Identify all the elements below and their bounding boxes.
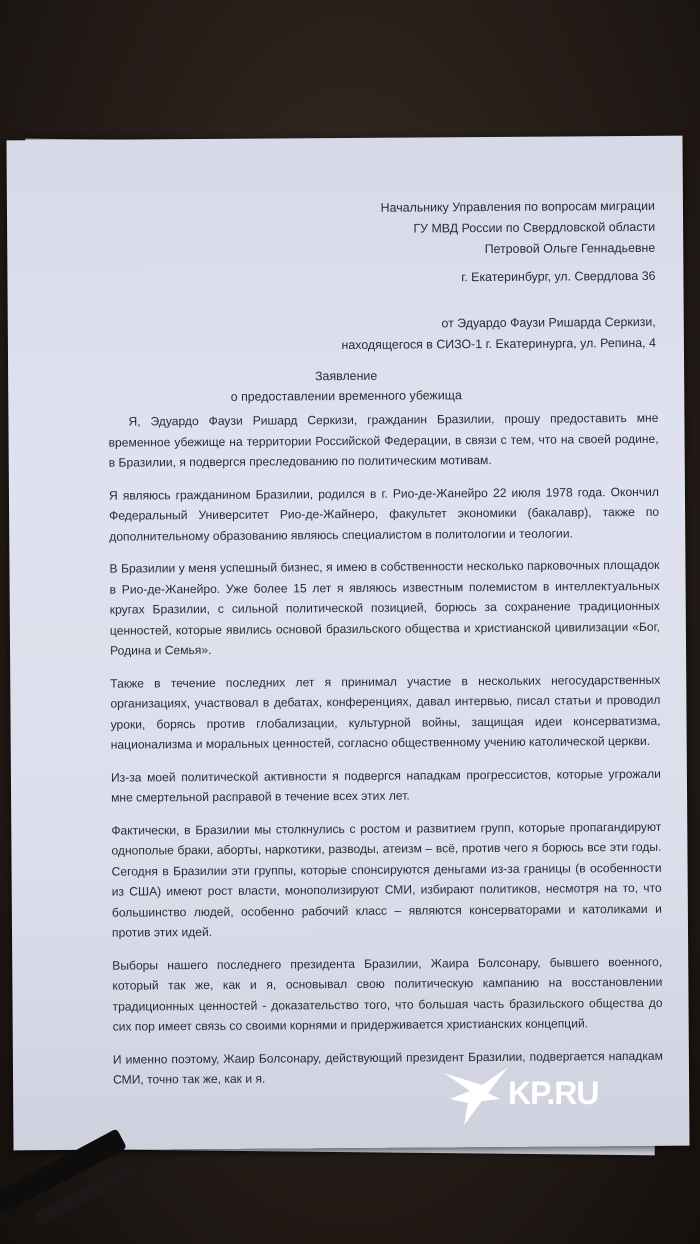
paragraph: Я, Эдуардо Фаузи Ришард Серкизи, гражданин Бразилии, прошу предоставить мне временное убежище на территории Российской Федерации, в связи с тем, что на своей родине, в Бразилии, я подвергся преследованию по политическим мотивам. xyxy=(108,410,659,470)
title-line: Заявление xyxy=(314,368,378,384)
sender-line: находящегося в СИЗО-1 г. Екатеринурга, ул. Репина, 4 xyxy=(341,335,656,353)
address-line: г. Екатеринбург, ул. Свердлова 36 xyxy=(461,268,656,285)
paragraph: И именно поэтому, Жаир Болсонару, действующий президент Бразилии, подвергается нападкам СМИ, точно так же, как и я. xyxy=(112,1048,663,1087)
subtitle-line: о предоставлении временного убежища xyxy=(230,388,462,404)
addressee-block xyxy=(381,196,656,261)
paragraph: Я являюсь гражданином Бразилии, родился в г. Рио-де-Жанейро 22 июля 1978 года. Окончил Федеральный Университет Рио-де-Жайнеро, факультет экономики (бакалавр), также по дополнительному образованию являюсь специалистом в политологии и теологии. xyxy=(108,484,660,544)
paragraph: Также в течение последних лет я принимал участие в нескольких негосударственных организациях, участвовал в дебатах, конференциях, давал интервью, писал статьи и проводил уроки, борясь против глобализации, культурной войны, защищая идеи консерватизма, национализма и моральных ценностей, согласно общественному учению католической церкви. xyxy=(110,672,661,752)
addressee-line: ГУ МВД России по Свердловской области xyxy=(413,219,656,236)
document-body xyxy=(108,408,663,1102)
sender-line: от Эдуардо Фаузи Ришарда Серкизи, xyxy=(441,314,656,331)
paragraph: В Бразилии у меня успешный бизнес, я имею в собственности несколько парковочных площадок в Рио-де-Жанейро. Уже более 15 лет я являюсь известным полемистом в интеллектуальных кругах Бразилии, с сильной политической позицией, борюсь за сохранение традиционных ценностей, которые явились основой бразильского общества и христианской цивилизации «Бог, Родина и Семья». xyxy=(109,557,660,658)
bird-icon xyxy=(442,1065,512,1127)
paragraph: Фактически, в Бразилии мы столкнулись с ростом и развитием групп, которые пропагандируют однополые браки, аборты, наркотики, разводы, атеизм – всё, против чего я борюсь все эти годы. Сегодня в Бразилии эти группы, которые спонсируются деньгами из-за границы (в особенности из США) имеют рост власти, монополизируют СМИ, избирают политиков, несмотря на то, что большинство людей, особенно рабочий класс – являются консерваторами и католиками и против этих идей. xyxy=(111,819,662,940)
document-page xyxy=(6,136,689,1151)
paragraph: Выборы нашего последнего президента Бразилии, Жаира Болсонару, бывшего военного, который так же, как и я, основывал свою политическую кампанию на восстановлении традиционных ценностей - доказательство того, что большая часть бразильского общества до сих пор имеет связь со своими корнями и придерживается христианских концепций. xyxy=(112,954,663,1034)
kp-logo xyxy=(442,1065,642,1127)
document-title xyxy=(8,364,684,409)
watermark-text: KP.RU xyxy=(508,1075,599,1111)
paragraph: Из-за моей политической активности я подвергся нападкам прогрессистов, которые угрожали мне смертельной расправой в течение всех этих лет. xyxy=(110,766,661,805)
addressee-line: Петровой Ольге Геннадьевне xyxy=(484,240,656,257)
sender-block xyxy=(341,312,656,356)
addressee-line: Начальнику Управления по вопросам миграции xyxy=(380,198,656,215)
